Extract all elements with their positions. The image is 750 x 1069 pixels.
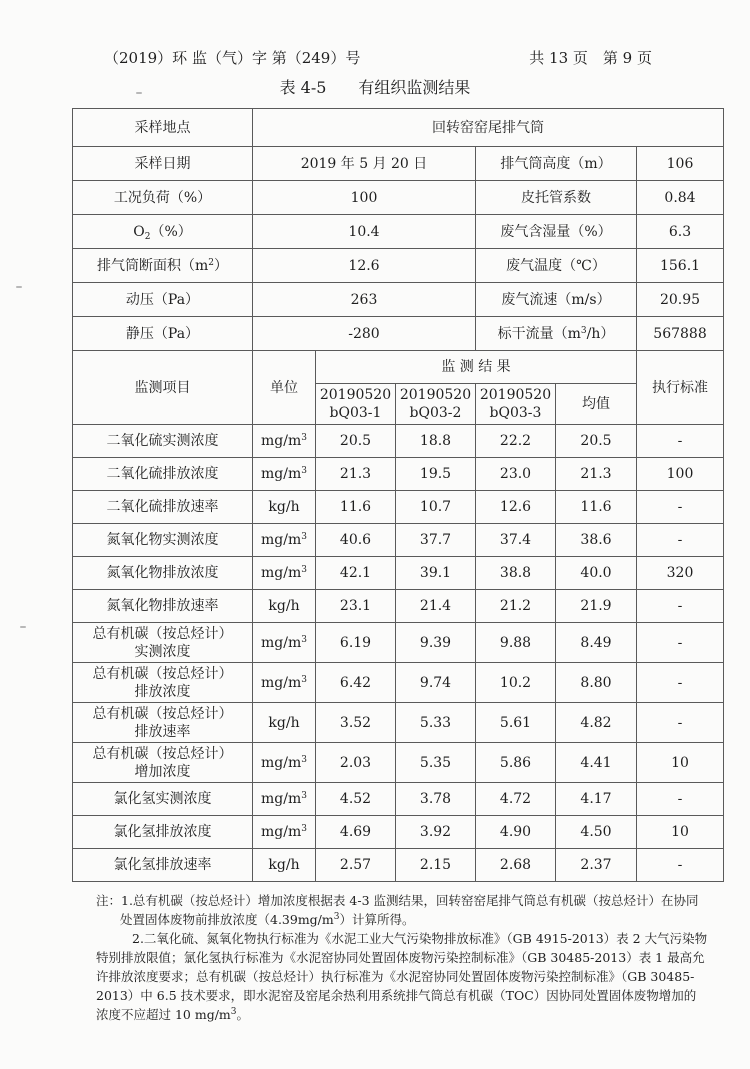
table-row (73, 849, 724, 882)
standard-value: - (637, 783, 724, 816)
info-value: 567888 (637, 317, 724, 351)
sample-value: 37.4 (476, 524, 556, 557)
average-value: 38.6 (556, 524, 637, 557)
sample-value: 39.1 (396, 557, 476, 590)
item-name: 氮氧化物排放浓度 (73, 557, 253, 590)
info-label: 工况负荷（%） (73, 181, 253, 215)
sample-value: 3.92 (396, 816, 476, 849)
info-label: $O_2(\%)$ (73, 215, 253, 249)
sample-value: 23.1 (316, 590, 396, 623)
average-value: 21.9 (556, 590, 637, 623)
standard-value: - (637, 623, 724, 663)
item-name: 氯化氢排放速率 (73, 849, 253, 882)
table-row (73, 623, 724, 663)
standard-value: 10 (637, 816, 724, 849)
header-sample: 20190520 bQ03-2 (396, 384, 476, 425)
sample-value: 2.03 (316, 743, 396, 783)
sample-value: 10.7 (396, 491, 476, 524)
unit: $mg/m^3$ (253, 557, 316, 590)
unit: kg/h (253, 590, 316, 623)
info-label: 排气筒高度（m） (476, 147, 637, 181)
average-value: 20.5 (556, 425, 637, 458)
standard-value: - (637, 703, 724, 743)
item-name: 氯化氢实测浓度 (73, 783, 253, 816)
sample-value: 42.1 (316, 557, 396, 590)
note-1: 注：1.总有机碳（按总烃计）增加浓度根据表 4-3 监测结果，回转窑窑尾排气筒总有机碳（按总烃计）在协同处置固体废物前排放浓度$(4.39mg/m^3)$计算所得。 (96, 893, 699, 927)
info-row (73, 283, 724, 317)
sample-value: 21.4 (396, 590, 476, 623)
standard-value: 320 (637, 557, 724, 590)
sample-value: 2.68 (476, 849, 556, 882)
table-row (73, 590, 724, 623)
sample-value: 11.6 (316, 491, 396, 524)
item-name: 氯化氢排放浓度 (73, 816, 253, 849)
info-value: 100 (253, 181, 476, 215)
standard-value: - (637, 524, 724, 557)
info-value: 156.1 (637, 249, 724, 283)
average-value: 21.3 (556, 458, 637, 491)
info-value: 10.4 (253, 215, 476, 249)
document-number: （2019）环 监（气）字 第（249）号 (104, 48, 361, 67)
scan-smudge (20, 626, 26, 628)
table-row (73, 816, 724, 849)
info-value: 6.3 (637, 215, 724, 249)
page-info: 共 13 页 第 9 页 (529, 48, 652, 67)
sample-value: 4.90 (476, 816, 556, 849)
table-row (73, 491, 724, 524)
sample-value: 9.88 (476, 623, 556, 663)
info-row (73, 181, 724, 215)
info-value: 20.95 (637, 283, 724, 317)
unit: $mg/m^3$ (253, 783, 316, 816)
header-sample: 20190520 bQ03-1 (316, 384, 396, 425)
sample-value: 5.61 (476, 703, 556, 743)
sample-value: 2.15 (396, 849, 476, 882)
unit: $mg/m^3$ (253, 816, 316, 849)
sample-value: 6.19 (316, 623, 396, 663)
standard-value: - (637, 590, 724, 623)
sample-value: 9.74 (396, 663, 476, 703)
item-name: 氮氧化物实测浓度 (73, 524, 253, 557)
header-standard: 执行标准 (637, 351, 724, 425)
sample-value: 5.35 (396, 743, 476, 783)
standard-value: - (637, 491, 724, 524)
sample-value: 5.86 (476, 743, 556, 783)
standard-value: - (637, 663, 724, 703)
sample-value: 4.52 (316, 783, 396, 816)
info-value: 106 (637, 147, 724, 181)
info-value: 2019 年 5 月 20 日 (253, 147, 476, 181)
info-label: 废气流速（m/s） (476, 283, 637, 317)
standard-value: 10 (637, 743, 724, 783)
results-header-row (73, 351, 724, 384)
info-label: 废气含湿量（%） (476, 215, 637, 249)
info-label: 采样日期 (73, 147, 253, 181)
info-value: 263 (253, 283, 476, 317)
average-value: 8.49 (556, 623, 637, 663)
sample-value: 10.2 (476, 663, 556, 703)
sample-value: 37.7 (396, 524, 476, 557)
unit: $mg/m^3$ (253, 458, 316, 491)
sample-value: 6.42 (316, 663, 396, 703)
header-unit: 单位 (253, 351, 316, 425)
table-row (73, 783, 724, 816)
sample-value: 19.5 (396, 458, 476, 491)
unit: kg/h (253, 703, 316, 743)
info-label: 废气温度（℃） (476, 249, 637, 283)
item-name: 二氧化硫实测浓度 (73, 425, 253, 458)
average-value: 2.37 (556, 849, 637, 882)
sample-value: 12.6 (476, 491, 556, 524)
info-value: 12.6 (253, 249, 476, 283)
info-label: 静压（Pa） (73, 317, 253, 351)
standard-value: - (637, 425, 724, 458)
unit: kg/h (253, 491, 316, 524)
item-name: 总有机碳（按总烃计） 实测浓度 (73, 623, 253, 663)
table-row (73, 703, 724, 743)
item-name: 二氧化硫排放速率 (73, 491, 253, 524)
info-value: -280 (253, 317, 476, 351)
average-value: 4.50 (556, 816, 637, 849)
sample-value: 4.72 (476, 783, 556, 816)
scan-smudge (16, 286, 22, 288)
unit: $mg/m^3$ (253, 425, 316, 458)
info-row (73, 147, 724, 181)
unit: $mg/m^3$ (253, 743, 316, 783)
table-title: 表 4-5 有组织监测结果 (279, 78, 471, 97)
info-row (73, 215, 724, 249)
header-results-group: 监 测 结 果 (316, 351, 637, 384)
table-row (73, 557, 724, 590)
sample-value: 5.33 (396, 703, 476, 743)
sample-value: 2.57 (316, 849, 396, 882)
sample-value: 21.3 (316, 458, 396, 491)
info-row (73, 317, 724, 351)
info-label: 标干流量$(m^3/h)$ (476, 317, 637, 351)
table-row (73, 663, 724, 703)
header-average: 均值 (556, 384, 637, 425)
sample-value: 23.0 (476, 458, 556, 491)
sample-value: 18.8 (396, 425, 476, 458)
sampling-location-value: 回转窑窑尾排气筒 (253, 109, 724, 147)
info-label: 动压（Pa） (73, 283, 253, 317)
item-name: 二氧化硫排放浓度 (73, 458, 253, 491)
note-2: 2.二氧化硫、氮氧化物执行标准为《水泥工业大气污染物排放标准》（GB 4915-2013）表 2 大气污染物特别排放限值；氯化氢执行标准为《水泥窑协同处置固体废物污染控制标准》（GB 30485-2013）表 1 最高允许排放浓度要求；总有机碳（按总烃计）执行标准为《水泥窑协同处置固体废物污染控制标准》（GB 30485-2013）中 6.5 技术要求，即水泥窑及窑尾余热利用系统排气筒总有机碳（TOC）因协同处置固体废物增加的浓度不应超过 10 $mg/m^3$。 (96, 931, 708, 1022)
item-name: 总有机碳（按总烃计） 排放速率 (73, 703, 253, 743)
standard-value: - (637, 849, 724, 882)
sample-value: 3.52 (316, 703, 396, 743)
table-row (73, 743, 724, 783)
notes (96, 891, 708, 1024)
item-name: 总有机碳（按总烃计） 增加浓度 (73, 743, 253, 783)
standard-value: 100 (637, 458, 724, 491)
sample-value: 40.6 (316, 524, 396, 557)
average-value: 4.41 (556, 743, 637, 783)
monitoring-results-table (72, 108, 724, 882)
sampling-location-label: 采样地点 (73, 109, 253, 147)
page-header (104, 46, 652, 68)
info-label: 皮托管系数 (476, 181, 637, 215)
average-value: 8.80 (556, 663, 637, 703)
results-body (73, 425, 724, 882)
sample-value: 38.8 (476, 557, 556, 590)
header-item: 监测项目 (73, 351, 253, 425)
sample-value: 9.39 (396, 623, 476, 663)
sample-value: 3.78 (396, 783, 476, 816)
average-value: 40.0 (556, 557, 637, 590)
sampling-location-row (73, 109, 724, 147)
table-row (73, 425, 724, 458)
sample-value: 4.69 (316, 816, 396, 849)
unit: $mg/m^3$ (253, 663, 316, 703)
info-label: 排气筒断面积$(m^2)$ (73, 249, 253, 283)
info-row (73, 249, 724, 283)
sample-value: 22.2 (476, 425, 556, 458)
table-row (73, 458, 724, 491)
info-value: 0.84 (637, 181, 724, 215)
unit: $mg/m^3$ (253, 524, 316, 557)
item-name: 氮氧化物排放速率 (73, 590, 253, 623)
scan-smudge (136, 92, 142, 94)
unit: $mg/m^3$ (253, 623, 316, 663)
table-row (73, 524, 724, 557)
sample-value: 20.5 (316, 425, 396, 458)
average-value: 11.6 (556, 491, 637, 524)
sample-value: 21.2 (476, 590, 556, 623)
header-sample: 20190520 bQ03-3 (476, 384, 556, 425)
unit: kg/h (253, 849, 316, 882)
item-name: 总有机碳（按总烃计） 排放浓度 (73, 663, 253, 703)
average-value: 4.17 (556, 783, 637, 816)
average-value: 4.82 (556, 703, 637, 743)
